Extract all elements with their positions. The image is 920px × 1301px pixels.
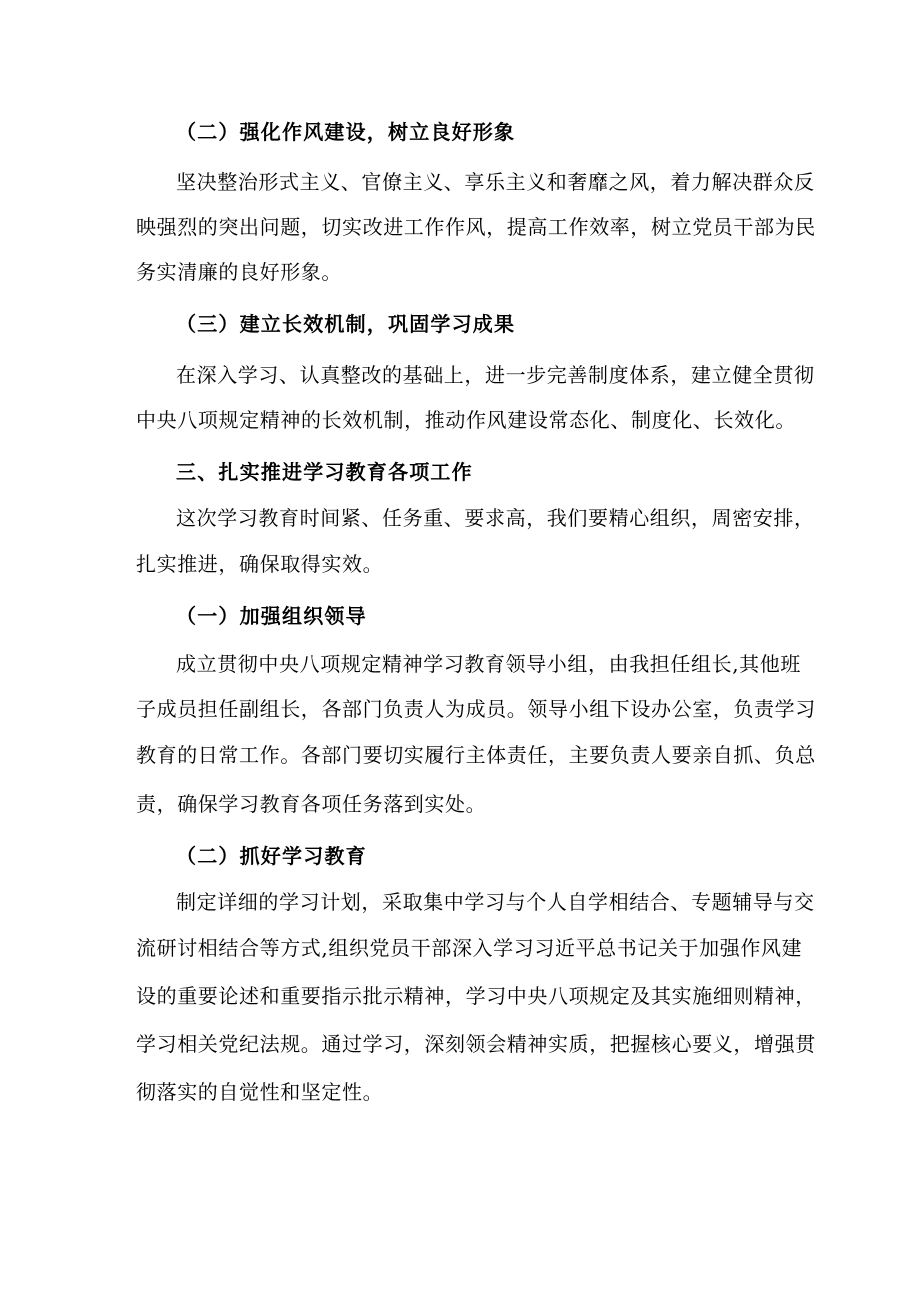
paragraph-line: 坚决整治形式主义、官僚主义、享乐主义和奢靡之风，着力解决群众反 [176,170,815,194]
paragraph-line: 中央八项规定精神的长效机制，推动作风建设常态化、制度化、长效化。 [136,408,796,432]
paragraph-line: 彻落实的自觉性和坚定性。 [136,1080,384,1104]
section-heading: （二）抓好学习教育 [176,844,367,868]
paragraph-line: 设的重要论述和重要指示批示精神，学习中央八项规定及其实施细则精神， [136,984,816,1008]
paragraph-line: 成立贯彻中央八项规定精神学习教育领导小组，由我担任组长,其他班 [176,652,801,676]
paragraph-line: 教育的日常工作。各部门要切实履行主体责任，主要负责人要亲自抓、负总 [136,743,816,767]
paragraph-line: 这次学习教育时间紧、任务重、要求高，我们要精心组织，周密安排， [176,506,815,530]
section-heading: （一）加强组织领导 [176,604,367,628]
paragraph-line: 务实清廉的良好形象。 [136,260,342,284]
paragraph-line: 责，确保学习教育各项任务落到实处。 [136,792,487,816]
paragraph-line: 子成员担任副组长，各部门负责人为成员。领导小组下设办公室，负责学习 [136,697,816,721]
paragraph-line: 扎实推进，确保取得实效。 [136,552,384,576]
paragraph-line: 制定详细的学习计划，采取集中学习与个人自学相结合、专题辅导与交 [176,890,815,914]
section-heading: 三、扎实推进学习教育各项工作 [176,460,473,484]
paragraph-line: 流研讨相结合等方式,组织党员干部深入学习习近平总书记关于加强作风建 [136,936,803,960]
paragraph-line: 在深入学习、认真整改的基础上，进一步完善制度体系，建立健全贯彻 [176,363,815,387]
paragraph-line: 映强烈的突出问题，切实改进工作作风，提高工作效率，树立党员干部为民 [136,215,816,239]
paragraph-line: 学习相关党纪法规。通过学习，深刻领会精神实质，把握核心要义，增强贯 [136,1032,816,1056]
section-heading: （三）建立长效机制，巩固学习成果 [176,312,516,336]
section-heading: （二）强化作风建设，树立良好形象 [176,120,516,144]
